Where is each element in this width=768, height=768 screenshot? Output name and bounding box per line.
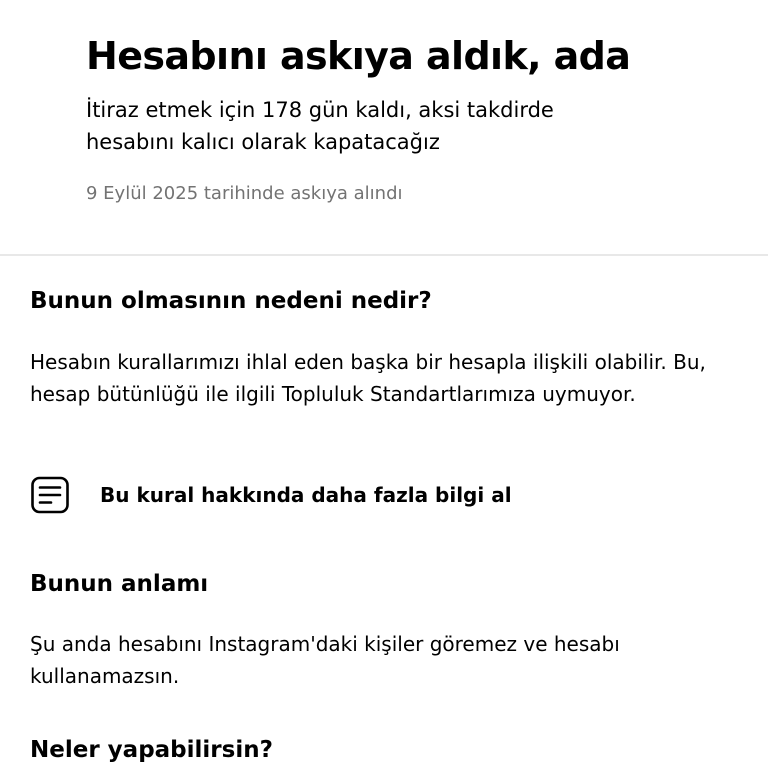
suspension-header: [0, 0, 768, 256]
suspended-date: 9 Eylül 2025 tarihinde askıya alındı: [86, 183, 403, 204]
section-divider: [0, 254, 768, 256]
reason-heading: Bunun olmasının nedeni nedir?: [30, 288, 432, 314]
page-title: Hesabını askıya aldık, ada: [86, 34, 631, 78]
appeal-deadline-text: İtiraz etmek için 178 gün kaldı, aksi takdirde hesabını kalıcı olarak kapatacağız: [86, 98, 554, 154]
learn-more-rule-label: Bu kural hakkında daha fazla bilgi al: [100, 483, 512, 507]
meaning-text: Şu anda hesabını Instagram'daki kişiler göremez ve hesabı kullanamazsın.: [30, 632, 620, 688]
actions-heading: Neler yapabilirsin?: [30, 737, 273, 763]
meaning-heading: Bunun anlamı: [30, 571, 209, 597]
learn-more-rule-link[interactable]: [30, 474, 630, 516]
document-icon: [30, 475, 70, 515]
reason-text: Hesabın kurallarımızı ihlal eden başka bir hesapla ilişkili olabilir. Bu, hesap bütünlüğü ile ilgili Topluluk Standartlarımıza uymuyor.: [30, 350, 706, 406]
